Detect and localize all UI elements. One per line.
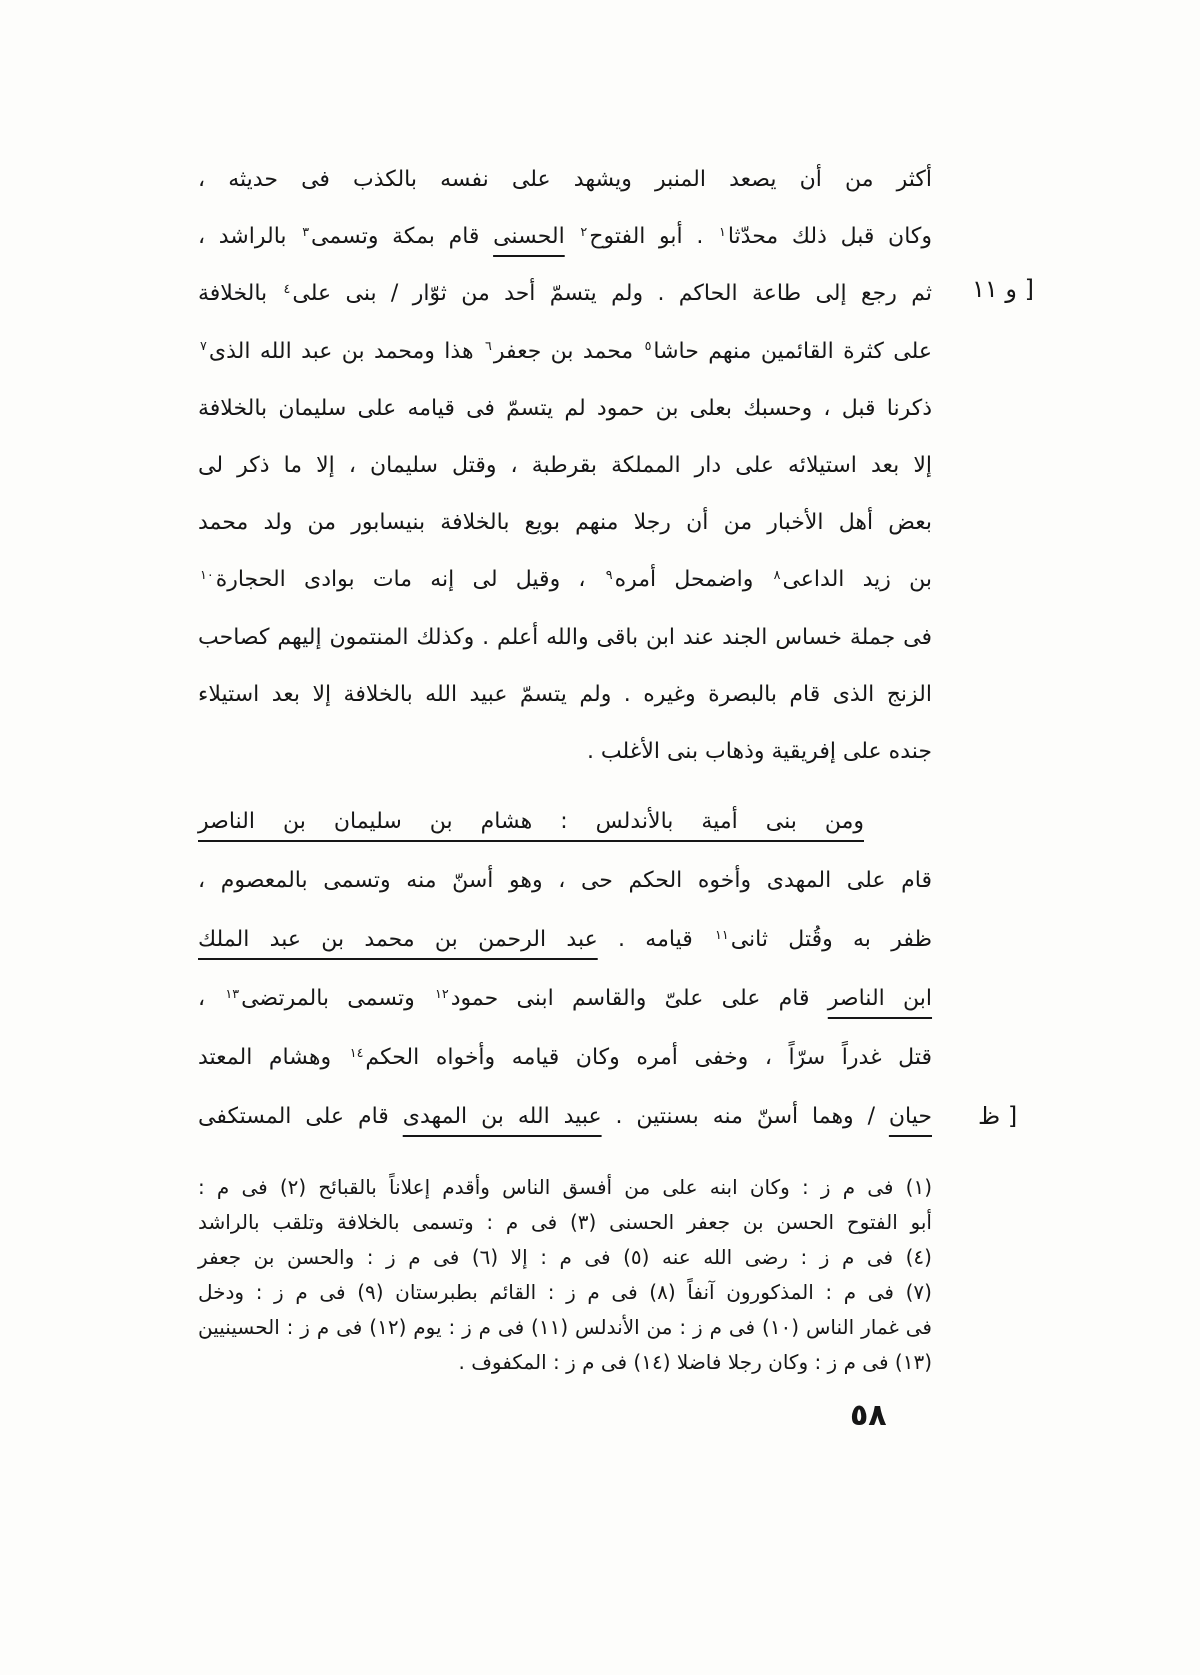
text-run: قيامه . [597,927,714,953]
text-line [198,1087,932,1146]
page-number: ٥٨ [850,1398,887,1433]
footnote-reference: ١١ [715,927,729,943]
footnote-line: (٧) فى م : المذكورون آنفاً (٨) فى م ز : القائم بطبرستان (٩) فى م ز : ودخل [198,1280,932,1304]
underlined-name: حيان [888,1104,932,1130]
text-run: بعض أهل الأخبار من أن رجلا منهم بويع بالخلافة بنيسابور من ولد محمد [198,510,932,536]
text-line [198,265,932,322]
text-run: هذا ومحمد بن عبد الله الذى [208,338,483,364]
footnote-reference: ٥ [644,338,652,354]
text-run: قام بمكة وتسمى [311,224,494,250]
text-run: إلا بعد استيلائه على دار المملكة بقرطبة ، وقتل سليمان ، إلا ما ذكر لى [198,453,932,479]
footnote-line: (١) فى م ز : وكان ابنه على من أفسق الناس وأقدم إعلاناً بالقبائح (٢) فى م : [198,1175,933,1199]
text-run: قام على المهدى وأخوه الحكم حى ، وهو أسنّ منه وتسمى بالمعصوم ، [198,868,932,894]
footnote-line: فى غمار الناس (١٠) فى م ز : من الأندلس (١١) فى م ز : يوم (١٢) فى م ز : الحسينيين [198,1315,932,1339]
footnote-reference: ١٠ [200,567,214,583]
text-line [198,494,932,551]
underlined-name: عبد الرحمن بن محمد بن عبد الملك [198,927,598,953]
text-run: ، وقيل لى إنه مات بوادى الحجارة [215,567,604,593]
footnote-reference: ١٤ [349,1045,364,1061]
text-run: . أبو الفتوح [589,224,717,250]
footnote-reference: ٢ [580,224,588,240]
text-line [198,208,932,265]
text-run: على كثرة القائمين منهم حاشا [653,338,932,364]
text-line [198,851,932,910]
footnote-reference: ٨ [773,567,781,583]
text-run: قام على المستكفى [198,1104,403,1130]
footnote-reference: ١٢ [435,986,449,1002]
text-run [565,224,579,249]
text-run: وهشام المعتد [198,1045,348,1071]
text-line [198,910,932,969]
text-line [198,1028,932,1087]
text-line [198,969,932,1028]
footnote-reference: ٧ [200,338,207,354]
text-line [198,792,932,851]
main-text [198,151,932,1146]
footnote-reference: ٩ [605,567,613,583]
text-run: محمد بن جعفر [493,338,643,364]
text-run: واضمحل أمره [614,567,772,593]
text-line [198,666,932,723]
footnote-reference: ٤ [283,281,291,297]
footnote-reference: ٣ [302,224,310,240]
text-line [198,551,932,608]
text-line [198,380,932,437]
text-run: / وهما أسنّ منه بسنتين . [601,1104,889,1130]
underlined-name: ابن الناصر [827,986,933,1012]
text-line [198,609,932,666]
text-line [198,323,932,380]
text-run: قتل غدراً سرّاً ، وخفى أمره وكان قيامه وأخواه الحكم [365,1045,933,1071]
underlined-name: عبيد الله بن المهدى [402,1104,602,1130]
text-run: بن زيد الداعى [782,567,932,593]
underlined-name: الحسنى [493,224,565,250]
footnote-line: (١٣) فى م ز : وكان رجلا فاضلا (١٤) فى م ز : المكفوف . [458,1350,932,1374]
margin-folio-marker: ظ ] [978,1102,1018,1130]
text-line [198,723,932,780]
footnote-reference: ٦ [484,338,492,354]
footnote-line: (٤) فى م ز : رضى الله عنه (٥) فى م : إلا (٦) فى م ز : والحسن بن جعفر [198,1245,932,1269]
text-run: قام على علىّ والقاسم ابنى حمود [450,986,828,1012]
footnote-line: أبو الفتوح الحسن بن جعفر الحسنى (٣) فى م : وتسمى بالخلافة وتلقب بالراشد [198,1210,932,1234]
underlined-name: ومن بنى أمية بالأندلس : هشام بن سليمان بن الناصر [198,809,864,835]
text-run: وتسمى بالمرتضى [241,986,434,1012]
text-run: بالخلافة [198,281,282,307]
text-run: ، [198,986,224,1012]
footnotes [198,1170,932,1380]
text-run: بالراشد ، [198,224,301,250]
text-line [198,151,932,208]
text-run: أكثر من أن يصعد المنبر ويشهد على نفسه بالكذب فى حديثه ، [198,167,932,192]
paragraph-1 [198,151,932,780]
paragraph-2 [198,792,932,1146]
text-run: جنده على إفريقية وذهاب بنى الأغلب . [586,739,932,765]
text-run: فى جملة خساس الجند عند ابن باقى والله أعلم . وكذلك المنتمون إليهم كصاحب [198,624,932,650]
text-run: الزنج الذى قام بالبصرة وغيره . ولم يتسمّ عبيد الله بالخلافة إلا بعد استيلاء [198,681,932,707]
text-run: وكان قبل ذلك محدّثا [727,224,932,250]
text-run: ثم رجع إلى طاعة الحاكم . ولم يتسمّ أحد من ثوّار / بنى على [292,281,932,307]
footnote-reference: ١ [718,224,726,240]
text-run: ظفر به وقُتل ثانى [730,927,932,953]
text-run: ذكرنا قبل ، وحسبك بعلى بن حمود لم يتسمّ فى قيامه على سليمان بالخلافة [198,395,932,421]
text-line [198,437,932,494]
footnote-reference: ١٣ [225,986,240,1002]
margin-folio-marker: ١١ و ] [972,275,1034,303]
